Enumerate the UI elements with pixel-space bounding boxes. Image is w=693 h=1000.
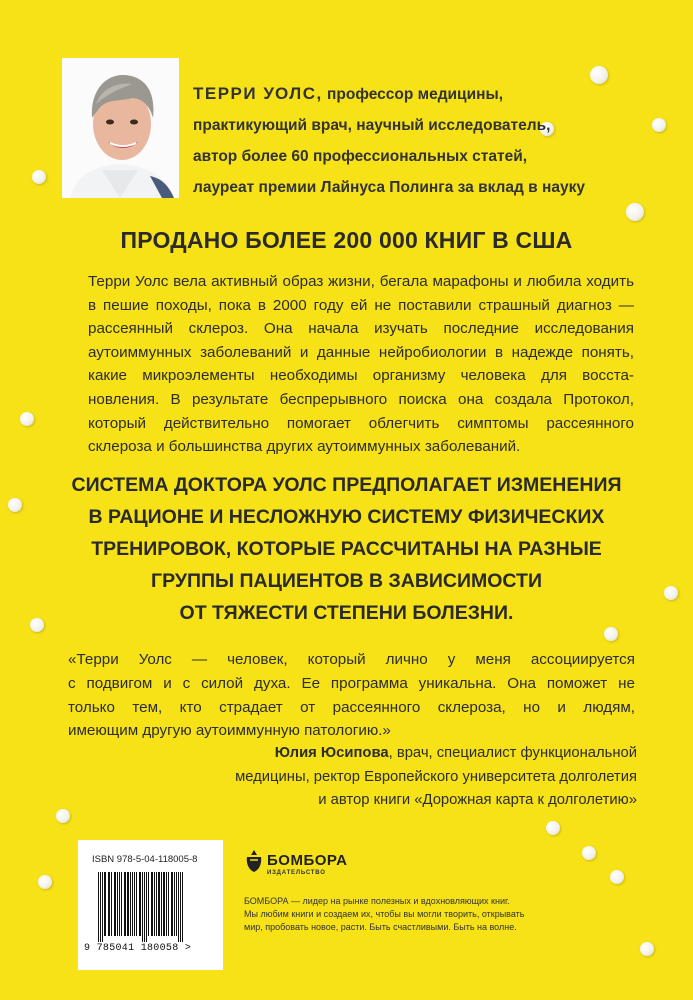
barcode-bar: [121, 872, 122, 936]
barcode-bar: [182, 872, 183, 942]
barcode-bar: [111, 872, 112, 936]
barcode-bar: [108, 872, 110, 936]
pill-decoration: [626, 203, 644, 221]
pill-decoration: [32, 170, 46, 184]
author-bio-line: [193, 78, 663, 110]
barcode-icon: [96, 872, 208, 942]
attribution-line: и автор книги «Дорожная карта к долголетию»: [318, 792, 637, 808]
barcode-bar: [151, 872, 153, 936]
barcode-bar: [161, 872, 162, 936]
barcode-bar: [174, 872, 175, 936]
barcode-bar: [127, 872, 129, 936]
system-line: ОТ ТЯЖЕСТИ СТЕПЕНИ БОЛЕЗНИ.: [179, 602, 514, 624]
description-line: аутоиммунных заболеваний и данные нейробиологии в надежде понять,: [88, 343, 634, 361]
barcode-bar: [136, 872, 137, 936]
barcode-bar: [158, 872, 160, 936]
attribution-line: [117, 742, 637, 766]
pill-decoration: [56, 809, 70, 823]
description-line: Терри Уолс вела активный образ жизни, бегала марафоны и любила ходить: [88, 273, 634, 290]
barcode-bar: [154, 872, 155, 936]
author-name: ТЕРРИ УОЛС,: [193, 84, 323, 103]
author-photo: [62, 58, 179, 198]
quote-line: имеющим другую аутоиммунную патологию.»: [68, 722, 391, 740]
pill-decoration: [546, 821, 560, 835]
pill-decoration: [38, 875, 52, 889]
system-line: СИСТЕМА ДОКТОРА УОЛС ПРЕДПОЛАГАЕТ ИЗМЕНЕНИЯ: [71, 474, 622, 496]
barcode-bar: [100, 872, 101, 942]
barcode-bar: [124, 872, 126, 936]
system-summary: [0, 469, 693, 629]
description-line: новления. В результате беспрерывного поиска она создала Протокол,: [88, 390, 634, 408]
barcode-bar: [98, 872, 99, 942]
barcode-bar: [104, 872, 106, 936]
author-bio: [193, 78, 663, 203]
publisher-name: БОМБОРА: [267, 852, 348, 869]
barcode-bar: [171, 872, 173, 936]
author-bio-line: лауреат премии Лайнуса Полинга за вклад в науку: [193, 179, 585, 196]
barcode-bar: [148, 872, 149, 936]
description-line: какие микроэлементы необходимы организму человека для восста-: [88, 367, 634, 385]
barcode-bar: [176, 872, 177, 936]
description-line: который действительно помогает облегчить симптомы рассеянного: [88, 414, 634, 432]
barcode-bar: [180, 872, 181, 942]
attribution-name: Юлия Юсипова: [274, 745, 389, 761]
barcode-bar: [119, 872, 120, 936]
quote-attribution: [117, 742, 637, 813]
publisher-text-line: мир, пробовать новое, расти. Быть счастливыми. Быть на волне.: [244, 922, 517, 932]
barcode-bar: [132, 872, 133, 936]
barcode-panel: [78, 840, 223, 970]
pill-decoration: [610, 870, 624, 884]
description-line: склероза и большинства других аутоиммунных заболеваний.: [88, 438, 521, 456]
barcode-bar: [144, 872, 145, 942]
barcode-bar: [139, 872, 141, 936]
pill-decoration: [20, 412, 34, 426]
barcode-bar: [163, 872, 165, 936]
author-title: профессор медицины,: [327, 86, 504, 103]
barcode-bar: [156, 872, 157, 936]
pill-decoration: [582, 846, 596, 860]
description-line: в пешие походы, пока в 2000 году ей не поставили страшный диагноз —: [88, 296, 634, 314]
pill-decoration: [604, 627, 618, 641]
system-line: ГРУППЫ ПАЦИЕНТОВ В ЗАВИСИМОСТИ: [151, 570, 542, 592]
publisher-subtitle: ИЗДАТЕЛЬСТВО: [267, 870, 326, 876]
description-line: рассеянный склероз. Она начала изучать последние исследования: [88, 320, 634, 338]
system-line: ТРЕНИРОВОК, КОТОРЫЕ РАССЧИТАНЫ НА РАЗНЫЕ: [91, 538, 602, 560]
barcode-bar: [168, 872, 169, 936]
sales-heading: ПРОДАНО БОЛЕЕ 200 000 КНИГ В США: [120, 227, 573, 253]
barcode-digits: 9 785041 180058 >: [84, 943, 192, 954]
barcode-bar: [142, 872, 143, 942]
system-line: В РАЦИОНЕ И НЕСЛОЖНУЮ СИСТЕМУ ФИЗИЧЕСКИХ: [88, 506, 605, 528]
author-bio-line: практикующий врач, научный исследователь,: [193, 117, 551, 134]
testimonial-quote: [68, 648, 635, 743]
quote-line: только тем, кто страдает от рассеянного склероза, но и людям,: [68, 698, 635, 716]
quote-line: с подвигом и с силой духа. Ее программа уникальна. Она поможет не: [68, 674, 635, 692]
barcode-bar: [114, 872, 116, 936]
barcode-bar: [178, 872, 179, 942]
barcode-bar: [134, 872, 135, 936]
attribution-line: медицины, ректор Европейского университета долголетия: [235, 768, 637, 785]
barcode-bar: [130, 872, 131, 936]
publisher-text-line: БОМБОРА — лидер на рынке полезных и вдохновляющих книг.: [244, 896, 510, 906]
publisher-description: [244, 895, 534, 934]
barcode-bar: [146, 872, 147, 942]
attribution-role: , врач, специалист функциональной: [388, 745, 637, 761]
barcode-bar: [102, 872, 103, 942]
barcode-bar: [117, 872, 118, 936]
pill-decoration: [640, 942, 654, 956]
author-portrait-image: [62, 58, 179, 198]
barcode-bar: [166, 872, 167, 936]
quote-line: «Терри Уолс — человек, который лично у меня ассоциируется: [68, 651, 635, 668]
author-bio-line: автор более 60 профессиональных статей,: [193, 148, 528, 165]
bombora-logo-icon: [244, 848, 264, 874]
publisher-text-line: Мы любим книги и создаем их, чтобы вы могли творить, открывать: [244, 909, 525, 919]
book-description: [88, 270, 634, 459]
isbn-label: ISBN 978-5-04-118005-8: [92, 854, 198, 865]
